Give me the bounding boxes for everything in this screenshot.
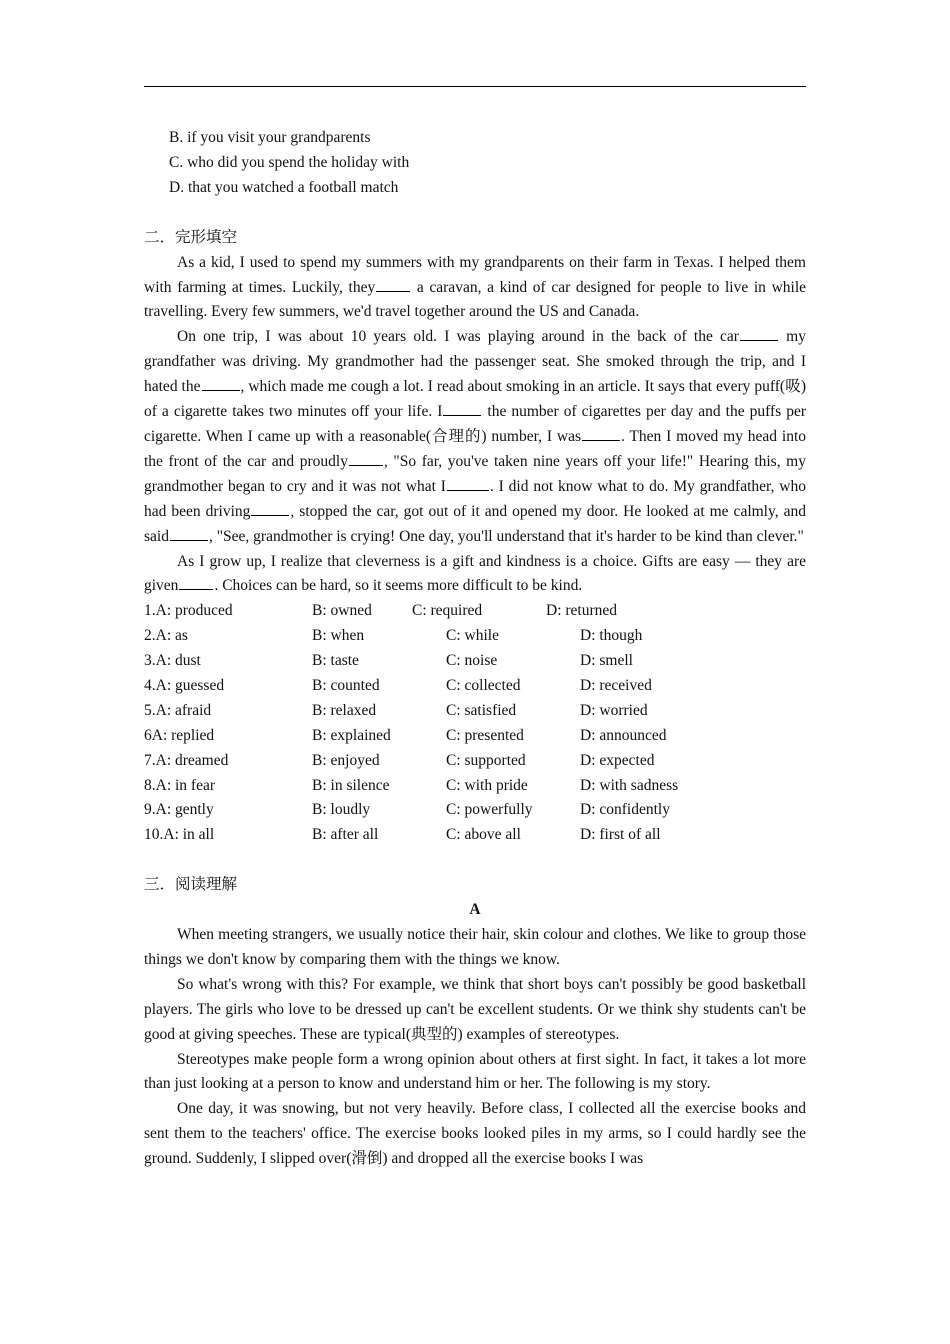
option-row [144, 798, 806, 823]
option-row [144, 599, 806, 624]
option-row [144, 774, 806, 799]
option-a[interactable]: 2.A: as [144, 627, 188, 645]
text-run: As a kid, I used to spend my summers with my grandparents on their farm in Texas. I helped them with farming at times. Luckily, they [144, 253, 806, 296]
option-c[interactable]: C: noise [446, 652, 498, 670]
text-run: , "See, grandmother is crying! One day, you'll understand that it's harder to be kind than clever." [208, 527, 804, 545]
option-c[interactable]: C: with pride [446, 776, 528, 794]
option-d[interactable]: D: announced [580, 726, 667, 744]
option-a[interactable]: 4.A: guessed [144, 676, 225, 694]
text-run: a caravan, a kind of car designed for people to live in while travelling. Every few summers, we'd travel together around the US and Canada. [144, 278, 807, 321]
option-c[interactable]: C: required [412, 602, 483, 620]
text-run: . Choices can be hard, so it seems more difficult to be kind. [214, 577, 583, 595]
option-row [144, 724, 806, 749]
option-c[interactable]: C: satisfied [446, 701, 517, 719]
reading-paragraph: So what's wrong with this? For example, we think that short boys can't possibly be good basketball players. The girls who love to be dressed up can't be excellent students. Or we think shy students can't be good at giving speeches. These are typical(典型的) examples of stereotypes. [144, 975, 806, 1043]
option-d[interactable]: D: confidently [580, 801, 670, 819]
previous-question-options [144, 126, 806, 201]
option-row [144, 624, 806, 649]
option-b[interactable]: B: relaxed [312, 701, 377, 719]
option-b[interactable]: B: when [312, 627, 365, 645]
blank-2[interactable] [740, 325, 778, 341]
blank-6[interactable] [349, 450, 383, 466]
blank-3[interactable] [202, 375, 240, 391]
section-heading-cloze: 二．完形填空 [144, 228, 238, 246]
option-c[interactable]: C: while [446, 627, 499, 645]
text-run: , stopped the car, got out of it and opened my door. He looked at me calmly, and said [144, 502, 806, 545]
option-row [144, 674, 806, 699]
reading-paragraph: When meeting strangers, we usually notice their hair, skin colour and clothes. We like to group those things we don't know by comparing them with the things we know. [144, 926, 806, 968]
blank-9[interactable] [170, 525, 208, 541]
option-a[interactable]: 1.A: produced [144, 602, 233, 620]
option-b[interactable]: B: owned [312, 602, 372, 620]
cloze-paragraph-1 [144, 251, 806, 326]
reading-paragraph: Stereotypes make people form a wrong opinion about others at first sight. In fact, it takes a lot more than just looking at a person to know and understand him or her. The following is my story. [144, 1050, 806, 1093]
text-run: the number of cigarettes per day and the puffs per cigarette. When I came up with a reasonable(合理的) number, I was [144, 403, 807, 445]
blank-10[interactable] [179, 574, 213, 590]
text-run: , which made me cough a lot. I read about smoking in an article. It says that every puff(吸) of a cigarette takes two minutes off your life. I [144, 378, 806, 421]
cloze-paragraph-3 [144, 550, 806, 600]
cloze-section [144, 226, 806, 849]
reading-section [144, 873, 806, 1172]
page-content [144, 126, 806, 1172]
text-run: As I grow up, I realize that cleverness is a gift and kindness is a choice. Gifts are easy — they are given [144, 552, 806, 595]
option-a[interactable]: 5.A: afraid [144, 701, 212, 719]
option-d[interactable]: D: received [580, 676, 652, 694]
option-b[interactable]: B. if you visit your grandparents [169, 129, 371, 146]
option-b[interactable]: B: counted [312, 676, 380, 694]
text-run: my grandfather was driving. My grandmother had the passenger seat. She smoked through the trip, and I hated the [144, 328, 806, 396]
option-d[interactable]: D: with sadness [580, 776, 679, 794]
option-d[interactable]: D: returned [546, 602, 618, 620]
reading-paragraph: One day, it was snowing, but not very heavily. Before class, I collected all the exercise books and sent them to the teachers' office. The exercise books looked piles in my arms, so I could hardly see the ground. Suddenly, I slipped over(滑倒) and dropped all the exercise books I was [144, 1100, 806, 1168]
cloze-options-table [144, 599, 806, 848]
option-d[interactable]: D: worried [580, 701, 648, 719]
option-row [144, 823, 806, 848]
option-a[interactable]: 7.A: dreamed [144, 751, 229, 769]
option-b[interactable]: B: explained [312, 726, 391, 744]
option-c[interactable]: C: above all [446, 826, 521, 844]
option-d[interactable]: D: expected [580, 751, 655, 769]
blank-5[interactable] [582, 425, 620, 441]
option-b[interactable]: B: loudly [312, 801, 371, 819]
option-row [144, 699, 806, 724]
option-d[interactable]: D. that you watched a football match [169, 178, 399, 196]
option-c[interactable]: C. who did you spend the holiday with [169, 153, 410, 171]
header-rule [144, 86, 806, 87]
option-row [144, 749, 806, 774]
text-run: , "So far, you've taken nine years off your life!" Hearing this, my grandmother began to cry and it was not what I [144, 452, 806, 495]
option-d[interactable]: D: first of all [580, 826, 661, 844]
option-b[interactable]: B: after all [312, 826, 379, 844]
option-b[interactable]: B: enjoyed [312, 751, 380, 769]
option-d[interactable]: D: smell [580, 652, 633, 670]
option-row [144, 649, 806, 674]
option-b[interactable]: B: taste [312, 652, 359, 670]
option-c[interactable]: C: supported [446, 751, 526, 769]
section-heading-reading: 三．阅读理解 [144, 876, 238, 894]
option-d[interactable]: D: though [580, 627, 643, 645]
option-a[interactable]: 9.A: gently [144, 801, 214, 819]
option-c[interactable]: C: presented [446, 726, 524, 744]
cloze-paragraph-2 [144, 325, 806, 549]
passage-label: A [469, 901, 481, 919]
option-c[interactable]: C: collected [446, 676, 521, 694]
option-c[interactable]: C: powerfully [446, 801, 533, 819]
option-a[interactable]: 10.A: in all [144, 826, 215, 844]
blank-4[interactable] [443, 400, 481, 416]
text-run: . I did not know what to do. My grandfather, who had been driving [144, 477, 806, 520]
text-run: . Then I moved my head into the front of the car and proudly [144, 427, 806, 470]
text-run: On one trip, I was about 10 years old. I was playing around in the back of the car [177, 328, 739, 346]
option-a[interactable]: 8.A: in fear [144, 776, 216, 794]
option-a[interactable]: 3.A: dust [144, 652, 201, 670]
blank-8[interactable] [251, 500, 289, 516]
option-b[interactable]: B: in silence [312, 776, 390, 794]
option-a[interactable]: 6A: replied [144, 726, 215, 744]
blank-1[interactable] [376, 276, 410, 292]
blank-7[interactable] [447, 475, 489, 491]
